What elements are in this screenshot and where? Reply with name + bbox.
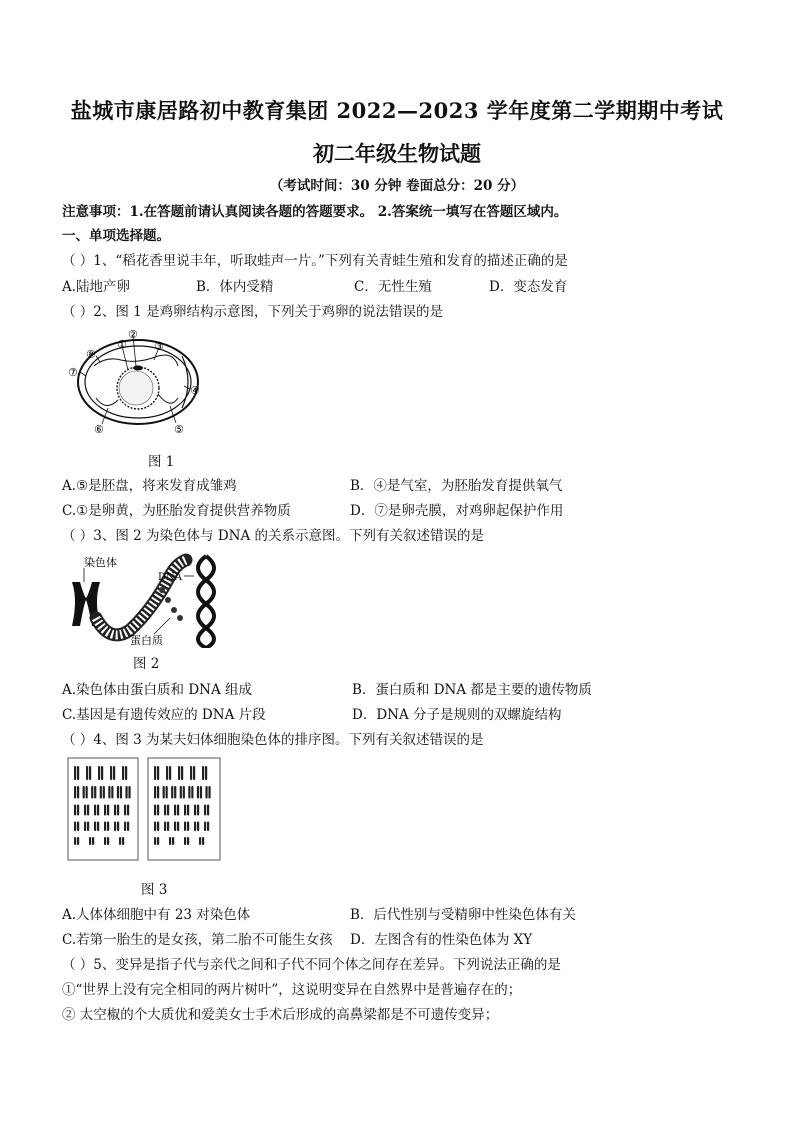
karyotype-chromosome bbox=[177, 805, 179, 816]
karyotype-chromosome bbox=[104, 805, 106, 816]
karyotype-chromosome bbox=[113, 766, 115, 780]
q3-option-a: A.染色体由蛋白质和 DNA 组成 bbox=[62, 682, 253, 698]
fig2-label-protein: 蛋白质 bbox=[130, 634, 163, 647]
karyotype-chromosome bbox=[181, 766, 183, 780]
question-1-stem: （ ）1、“稻花香里说丰年，听取蛙声一片。”下列有关青蛙生殖和发育的描述正确的是 bbox=[62, 253, 568, 269]
karyotype-chromosome bbox=[107, 837, 109, 845]
q4-option-d: D．左图含有的性染色体为 XY bbox=[350, 932, 533, 948]
karyotype-chromosome bbox=[191, 786, 193, 799]
karyotype-chromosome bbox=[117, 786, 119, 799]
karyotype-chromosome bbox=[204, 822, 206, 832]
q2-option-b: B．④是气室，为胚胎发育提供氧气 bbox=[350, 478, 563, 494]
karyotype-chromosome bbox=[122, 766, 124, 780]
karyotype-chromosome bbox=[197, 805, 199, 816]
karyotype-chromosome bbox=[184, 805, 186, 816]
karyotype-chromosome bbox=[101, 766, 103, 780]
karyotype-chromosome bbox=[180, 786, 182, 799]
karyotype-chromosome bbox=[114, 822, 116, 832]
karyotype-chromosome bbox=[77, 837, 79, 845]
karyotype-chromosome bbox=[98, 766, 100, 780]
karyotype-chromosome bbox=[178, 766, 180, 780]
fig1-label-8: ⑧ bbox=[86, 348, 96, 361]
karyotype-chromosome bbox=[164, 822, 166, 832]
karyotype-chromosome bbox=[97, 805, 99, 816]
protein-bead bbox=[171, 607, 177, 613]
karyotype-chromosome bbox=[77, 786, 79, 799]
karyotype-chromosome bbox=[100, 786, 102, 799]
karyotype-chromosome bbox=[108, 786, 110, 799]
karyotype-chromosome bbox=[207, 805, 209, 816]
germinal-disc bbox=[133, 366, 143, 371]
karyotype-chromosome bbox=[174, 786, 176, 799]
karyotype-chromosome bbox=[154, 805, 156, 816]
question-3-stem: （ ）3、图 2 为染色体与 DNA 的关系示意图。下列有关叙述错误的是 bbox=[62, 528, 485, 544]
egg-structure-figure bbox=[66, 326, 216, 438]
karyotype-chromosome bbox=[117, 822, 119, 832]
karyotype-chromosome bbox=[154, 822, 156, 832]
q3-option-d: D．DNA 分子是规则的双螺旋结构 bbox=[352, 707, 562, 723]
karyotype-chromosome bbox=[177, 822, 179, 832]
figure-3-caption: 图 3 bbox=[141, 882, 168, 898]
karyotype-chromosome bbox=[164, 805, 166, 816]
question-4-stem: （ ）4、图 3 为某夫妇体细胞染色体的排序图。下列有关叙述错误的是 bbox=[62, 732, 484, 748]
figure-2-caption: 图 2 bbox=[133, 656, 160, 672]
karyotype-chromosome bbox=[124, 805, 126, 816]
karyotype-chromosome bbox=[87, 805, 89, 816]
q1-option-a: A.陆地产卵 bbox=[62, 279, 131, 295]
karyotype-chromosome bbox=[122, 837, 124, 845]
karyotype-chromosome bbox=[167, 822, 169, 832]
karyotype-chromosome bbox=[114, 805, 116, 816]
karyotype-figure bbox=[66, 756, 224, 864]
karyotype-chromosome bbox=[86, 766, 88, 780]
karyotype-chromosome bbox=[87, 822, 89, 832]
question-5-stem: （ ）5、变异是指子代与亲代之间和子代不同个体之间存在差异。下列说法正确的是 bbox=[62, 957, 561, 973]
karyotype-chromosome bbox=[187, 837, 189, 845]
karyotype-chromosome bbox=[157, 805, 159, 816]
karyotype-chromosome bbox=[107, 822, 109, 832]
protein-bead bbox=[165, 597, 171, 603]
fig1-label-2: ② bbox=[128, 328, 138, 341]
karyotype-chromosome bbox=[89, 837, 91, 845]
q3-option-c: C.基因是有遗传效应的 DNA 片段 bbox=[62, 707, 266, 723]
karyotype-chromosome bbox=[188, 786, 190, 799]
karyotype-chromosome bbox=[190, 766, 192, 780]
karyotype-chromosome bbox=[125, 786, 127, 799]
karyotype-chromosome bbox=[86, 786, 88, 799]
exam-subtitle: 初二年级生物试题 bbox=[313, 141, 481, 166]
karyotype-chromosome bbox=[184, 837, 186, 845]
q1-option-c: C．无性生殖 bbox=[354, 279, 432, 295]
karyotype-chromosome bbox=[84, 822, 86, 832]
karyotype-chromosome bbox=[187, 805, 189, 816]
karyotype-chromosome bbox=[193, 766, 195, 780]
fig2-label-chromosome: 染色体 bbox=[84, 556, 117, 569]
karyotype-chromosome bbox=[166, 766, 168, 780]
q4-option-c: C.若第一胎生的是女孩，第二胎不可能生女孩 bbox=[62, 932, 333, 948]
karyotype-chromosome bbox=[104, 837, 106, 845]
karyotype-chromosome bbox=[83, 786, 85, 799]
question-2-stem: （ ）2、图 1 是鸡卵结构示意图，下列关于鸡卵的说法错误的是 bbox=[62, 304, 444, 320]
q2-option-c: C.①是卵黄，为胚胎发育提供营养物质 bbox=[62, 503, 291, 519]
karyotype-chromosome bbox=[74, 766, 76, 780]
karyotype-chromosome bbox=[97, 822, 99, 832]
karyotype-chromosome bbox=[208, 786, 210, 799]
karyotype-chromosome bbox=[107, 805, 109, 816]
q4-option-a: A.人体体细胞中有 23 对染色体 bbox=[62, 907, 251, 923]
protein-bead bbox=[159, 587, 165, 593]
karyotype-chromosome bbox=[77, 822, 79, 832]
q1-option-b: B．体内受精 bbox=[196, 279, 274, 295]
karyotype-chromosome bbox=[74, 837, 76, 845]
karyotype-chromosome bbox=[163, 786, 165, 799]
karyotype-chromosome bbox=[104, 822, 106, 832]
karyotype-chromosome bbox=[103, 786, 105, 799]
fig1-label-4: ④ bbox=[190, 384, 200, 397]
karyotype-chromosome bbox=[154, 786, 156, 799]
yolk-inner bbox=[119, 371, 153, 405]
karyotype-chromosome bbox=[110, 766, 112, 780]
karyotype-chromosome bbox=[91, 786, 93, 799]
karyotype-chromosome bbox=[167, 805, 169, 816]
karyotype-chromosome bbox=[207, 822, 209, 832]
karyotype-chromosome bbox=[74, 822, 76, 832]
karyotype-chromosome bbox=[199, 837, 201, 845]
karyotype-chromosome bbox=[204, 805, 206, 816]
karyotype-chromosome bbox=[120, 786, 122, 799]
karyotype-chromosome bbox=[94, 822, 96, 832]
exam-title: 盐城市康居路初中教育集团 2022—2023 学年度第二学期期中考试 bbox=[70, 98, 724, 123]
karyotype-chromosome bbox=[205, 766, 207, 780]
protein-bead bbox=[177, 615, 183, 621]
q5-statement-1: ①“世界上没有完全相同的两片树叶”，这说明变异在自然界中是普遍存在的； bbox=[62, 982, 522, 998]
karyotype-chromosome bbox=[94, 805, 96, 816]
karyotype-chromosome bbox=[187, 822, 189, 832]
karyotype-chromosome bbox=[84, 805, 86, 816]
karyotype-chromosome bbox=[124, 822, 126, 832]
karyotype-chromosome bbox=[169, 837, 171, 845]
karyotype-chromosome bbox=[74, 786, 76, 799]
karyotype-chromosome bbox=[119, 837, 121, 845]
karyotype-chromosome bbox=[183, 786, 185, 799]
karyotype-chromosome bbox=[166, 786, 168, 799]
notice: 注意事项：1.在答题前请认真阅读各题的答题要求。 2.答案统一填写在答题区域内。 bbox=[62, 204, 568, 220]
karyotype-chromosome bbox=[128, 786, 130, 799]
karyotype-chromosome bbox=[172, 837, 174, 845]
q2-option-d: D．⑦是卵壳膜，对鸡卵起保护作用 bbox=[350, 503, 564, 519]
q4-option-b: B．后代性别与受精卵中性染色体有关 bbox=[350, 907, 576, 923]
karyotype-chromosome bbox=[74, 805, 76, 816]
karyotype-chromosome bbox=[157, 837, 159, 845]
fig1-label-1: ① bbox=[117, 338, 127, 351]
karyotype-chromosome bbox=[171, 786, 173, 799]
karyotype-chromosome bbox=[174, 805, 176, 816]
fig2-line-protein bbox=[154, 618, 170, 634]
karyotype-chromosome bbox=[127, 805, 129, 816]
karyotype-chromosome bbox=[111, 786, 113, 799]
karyotype-chromosome bbox=[205, 786, 207, 799]
fig1-label-3: ③ bbox=[154, 340, 164, 353]
karyotype-chromosome bbox=[157, 786, 159, 799]
karyotype-chromosome bbox=[127, 822, 129, 832]
q3-option-b: B．蛋白质和 DNA 都是主要的遗传物质 bbox=[352, 682, 592, 698]
exam-info: （考试时间：30 分钟 卷面总分：20 分） bbox=[269, 178, 525, 194]
karyotype-chromosome bbox=[184, 822, 186, 832]
fig1-label-7: ⑦ bbox=[68, 366, 78, 379]
karyotype-chromosome bbox=[202, 837, 204, 845]
karyotype-chromosome bbox=[202, 766, 204, 780]
karyotype-chromosome bbox=[92, 837, 94, 845]
karyotype-chromosome bbox=[174, 822, 176, 832]
karyotype-chromosome bbox=[89, 766, 91, 780]
karyotype-chromosome bbox=[197, 822, 199, 832]
karyotype-chromosome bbox=[154, 766, 156, 780]
karyotype-chromosome bbox=[169, 766, 171, 780]
q1-option-d: D．变态发育 bbox=[489, 279, 568, 295]
karyotype-chromosome bbox=[194, 805, 196, 816]
karyotype-chromosome bbox=[125, 766, 127, 780]
figure-1-caption: 图 1 bbox=[148, 454, 175, 470]
karyotype-chromosome bbox=[77, 766, 79, 780]
karyotype-chromosome bbox=[194, 822, 196, 832]
karyotype-chromosome bbox=[197, 786, 199, 799]
section-title: 一、单项选择题。 bbox=[62, 228, 170, 244]
karyotype-chromosome bbox=[157, 822, 159, 832]
fig1-label-6: ⑥ bbox=[94, 423, 104, 436]
karyotype-chromosome bbox=[77, 805, 79, 816]
karyotype-chromosome bbox=[117, 805, 119, 816]
fig2-label-dna: DNA bbox=[158, 572, 182, 583]
karyotype-chromosome bbox=[94, 786, 96, 799]
q5-statement-2: ② 太空椒的个大质优和爱美女士手术后形成的高鼻梁都是不可遗传变异； bbox=[62, 1007, 499, 1023]
q2-option-a: A.⑤是胚盘，将来发育成雏鸡 bbox=[62, 478, 237, 494]
karyotype-chromosome bbox=[154, 837, 156, 845]
karyotype-chromosome bbox=[200, 786, 202, 799]
chromosome-dna-figure bbox=[66, 552, 226, 648]
karyotype-chromosome bbox=[157, 766, 159, 780]
fig1-label-5: ⑤ bbox=[174, 423, 184, 436]
